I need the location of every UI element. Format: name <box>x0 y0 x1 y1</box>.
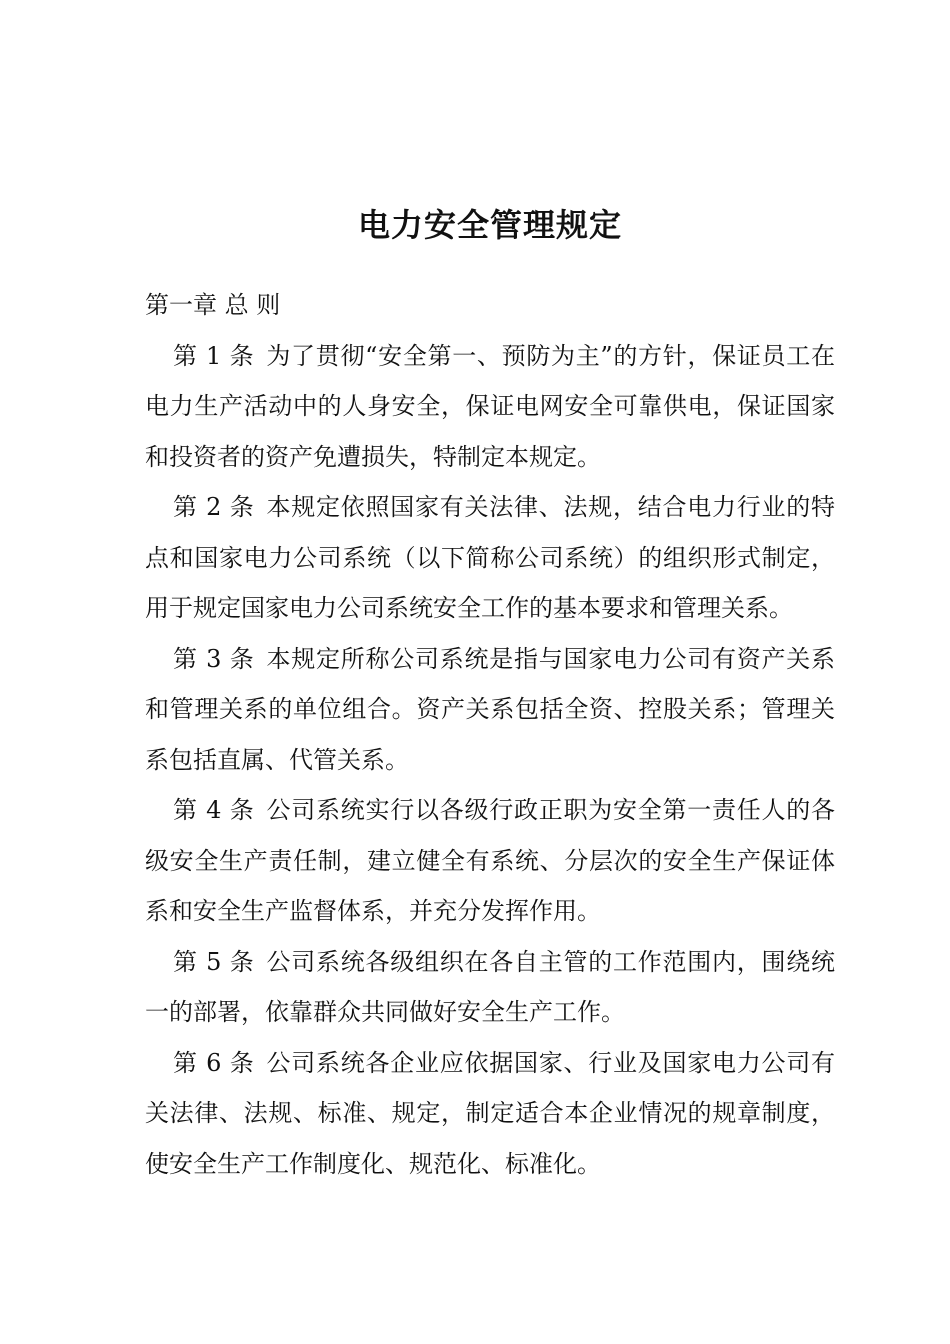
article-text: 为了贯彻“安全第一、预防为主”的方针，保证员工在电力生产活动中的人身安全，保证电网安全可靠供电，保证国家和投资者的资产免遭损失，特制定本规定。 <box>145 341 835 471</box>
article-number: 第 3 条 <box>173 644 255 673</box>
article-5 <box>145 937 835 1038</box>
article-text: 本规定所称公司系统是指与国家电力公司有资产关系和管理关系的单位组合。资产关系包括全资、控股关系；管理关系包括直属、代管关系。 <box>145 644 836 774</box>
chapter-heading: 第一章 总 则 <box>145 291 281 319</box>
article-number: 第 6 条 <box>173 1048 255 1077</box>
article-text: 本规定依照国家有关法律、法规，结合电力行业的特点和国家电力公司系统（以下简称公司系统）的组织形式制定，用于规定国家电力公司系统安全工作的基本要求和管理关系。 <box>145 493 836 622</box>
article-text: 公司系统各级组织在各自主管的工作范围内，围绕统一的部署，依靠群众共同做好安全生产工作。 <box>145 947 836 1026</box>
article-1 <box>145 331 835 483</box>
article-text: 公司系统实行以各级行政正职为安全第一责任人的各级安全生产责任制，建立健全有系统、分层次的安全生产保证体系和安全生产监督体系，并充分发挥作用。 <box>145 796 836 925</box>
document-title: 电力安全管理规定 <box>357 206 622 245</box>
article-4 <box>145 785 835 937</box>
article-number: 第 4 条 <box>173 796 255 824</box>
article-text: 公司系统各企业应依据国家、行业及国家电力公司有关法律、法规、标准、规定，制定适合本企业情况的规章制度，使安全生产工作制度化、规范化、标准化。 <box>145 1048 836 1178</box>
article-3 <box>145 634 835 786</box>
article-2 <box>145 482 835 634</box>
document-body <box>145 280 835 1189</box>
article-number: 第 5 条 <box>173 947 255 976</box>
article-number: 第 2 条 <box>173 493 255 521</box>
article-6 <box>145 1038 835 1190</box>
article-number: 第 1 条 <box>173 341 255 370</box>
